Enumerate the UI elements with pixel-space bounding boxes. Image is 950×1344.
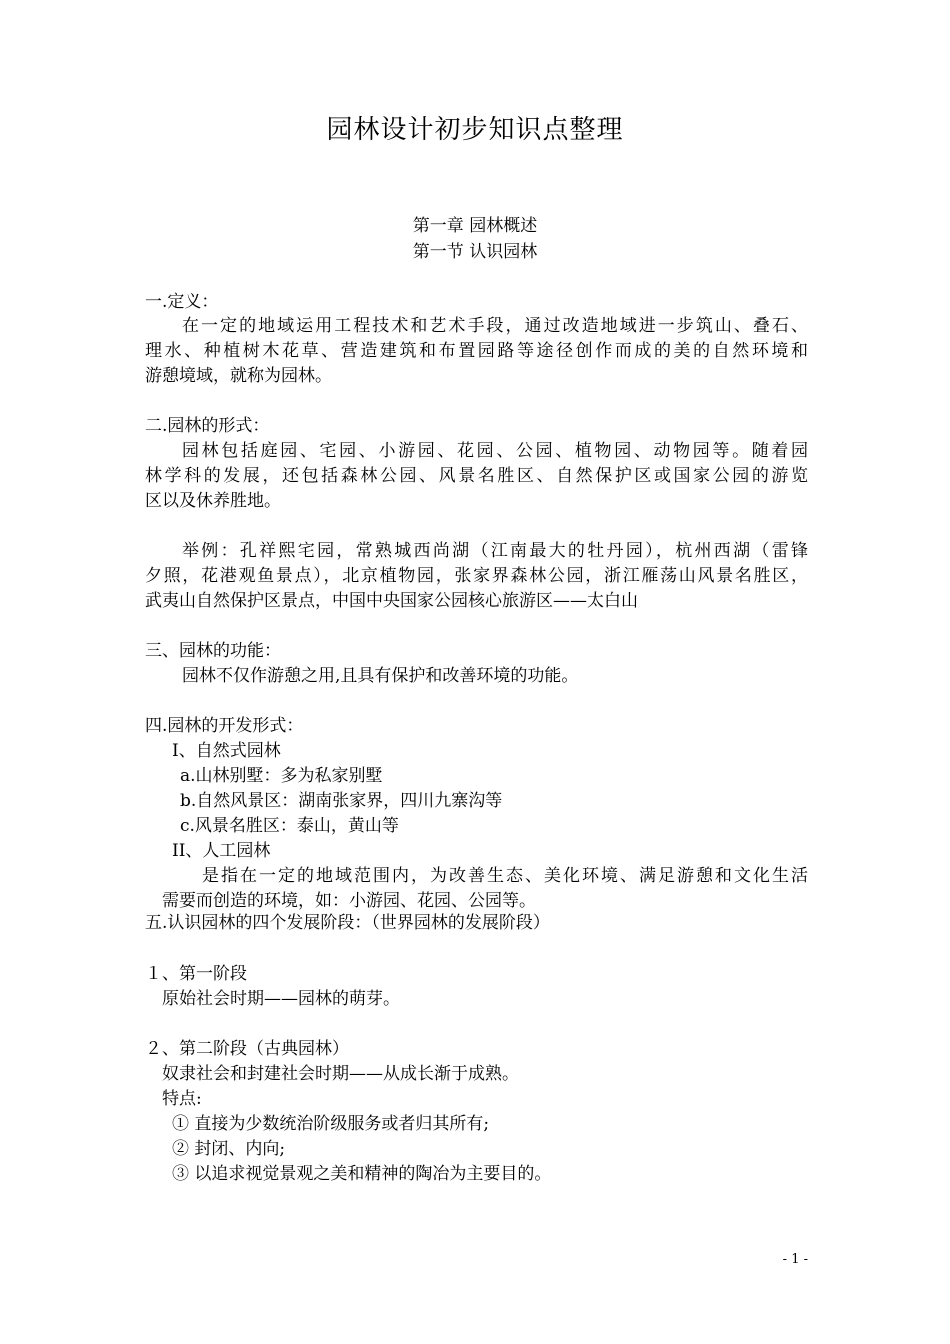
stages-heading: 五.认识园林的四个发展阶段：（世界园林的发展阶段） — [145, 913, 550, 933]
natural-item-a: a.山林别墅：多为私家别墅 — [180, 766, 383, 786]
chapter-heading: 第一章 园林概述 — [412, 216, 538, 236]
feature-1: ① 直接为少数统治阶级服务或者归其所有; — [172, 1114, 490, 1134]
stage-2-heading: ２、第二阶段（古典园林） — [145, 1039, 349, 1059]
example-line-2: 夕照，花港观鱼景点），北京植物园，张家界森林公园，浙江雁荡山风景名胜区， — [145, 566, 808, 586]
forms-line-3: 区以及休养胜地。 — [145, 491, 281, 511]
forms-heading: 二.园林的形式： — [145, 416, 270, 436]
natural-garden-heading: I、自然式园林 — [172, 741, 281, 761]
section-heading: 第一节 认识园林 — [412, 242, 538, 262]
functions-line: 园林不仅作游憩之用,且具有保护和改善环境的功能。 — [182, 666, 579, 686]
definition-line-1: 在一定的地域运用工程技术和艺术手段，通过改造地域进一步筑山、叠石、 — [182, 316, 808, 336]
functions-heading: 三、园林的功能： — [145, 641, 281, 661]
stage-1-line: 原始社会时期——园林的萌芽。 — [162, 989, 400, 1009]
natural-item-c: c.风景名胜区：泰山，黄山等 — [180, 816, 399, 836]
page-number: - 1 - — [782, 1252, 808, 1267]
forms-line-2: 林学科的发展，还包括森林公园、风景名胜区、自然保护区或国家公园的游览 — [145, 466, 808, 486]
natural-item-b: b.自然风景区：湖南张家界，四川九寨沟等 — [180, 791, 503, 811]
definition-line-2: 理水、种植树木花草、营造建筑和布置园路等途径创作而成的美的自然环境和 — [145, 341, 808, 361]
features-label: 特点: — [162, 1089, 202, 1109]
stage-1-heading: １、第一阶段 — [145, 964, 247, 984]
feature-3: ③ 以追求视觉景观之美和精神的陶冶为主要目的。 — [172, 1164, 552, 1184]
artificial-line-1: 是指在一定的地域范围内，为改善生态、美化环境、满足游憩和文化生活 — [202, 866, 808, 886]
example-line-3: 武夷山自然保护区景点，中国中央国家公园核心旅游区——太白山 — [145, 591, 638, 611]
artificial-garden-heading: II、人工园林 — [172, 841, 271, 861]
document-title: 园林设计初步知识点整理 — [326, 115, 624, 145]
stage-2-line: 奴隶社会和封建社会时期——从成长渐于成熟。 — [162, 1064, 519, 1084]
artificial-line-2: 需要而创造的环境，如：小游园、花园、公园等。 — [162, 891, 536, 911]
development-forms-heading: 四.园林的开发形式： — [145, 716, 304, 736]
forms-line-1: 园林包括庭园、宅园、小游园、花园、公园、植物园、动物园等。随着园 — [182, 441, 808, 461]
feature-2: ② 封闭、内向; — [172, 1139, 286, 1159]
definition-heading: 一.定义： — [145, 292, 219, 312]
definition-line-3: 游憩境域，就称为园林。 — [145, 366, 332, 386]
example-line-1: 举例：孔祥熙宅园，常熟城西尚湖（江南最大的牡丹园），杭州西湖（雷锋 — [182, 541, 808, 561]
